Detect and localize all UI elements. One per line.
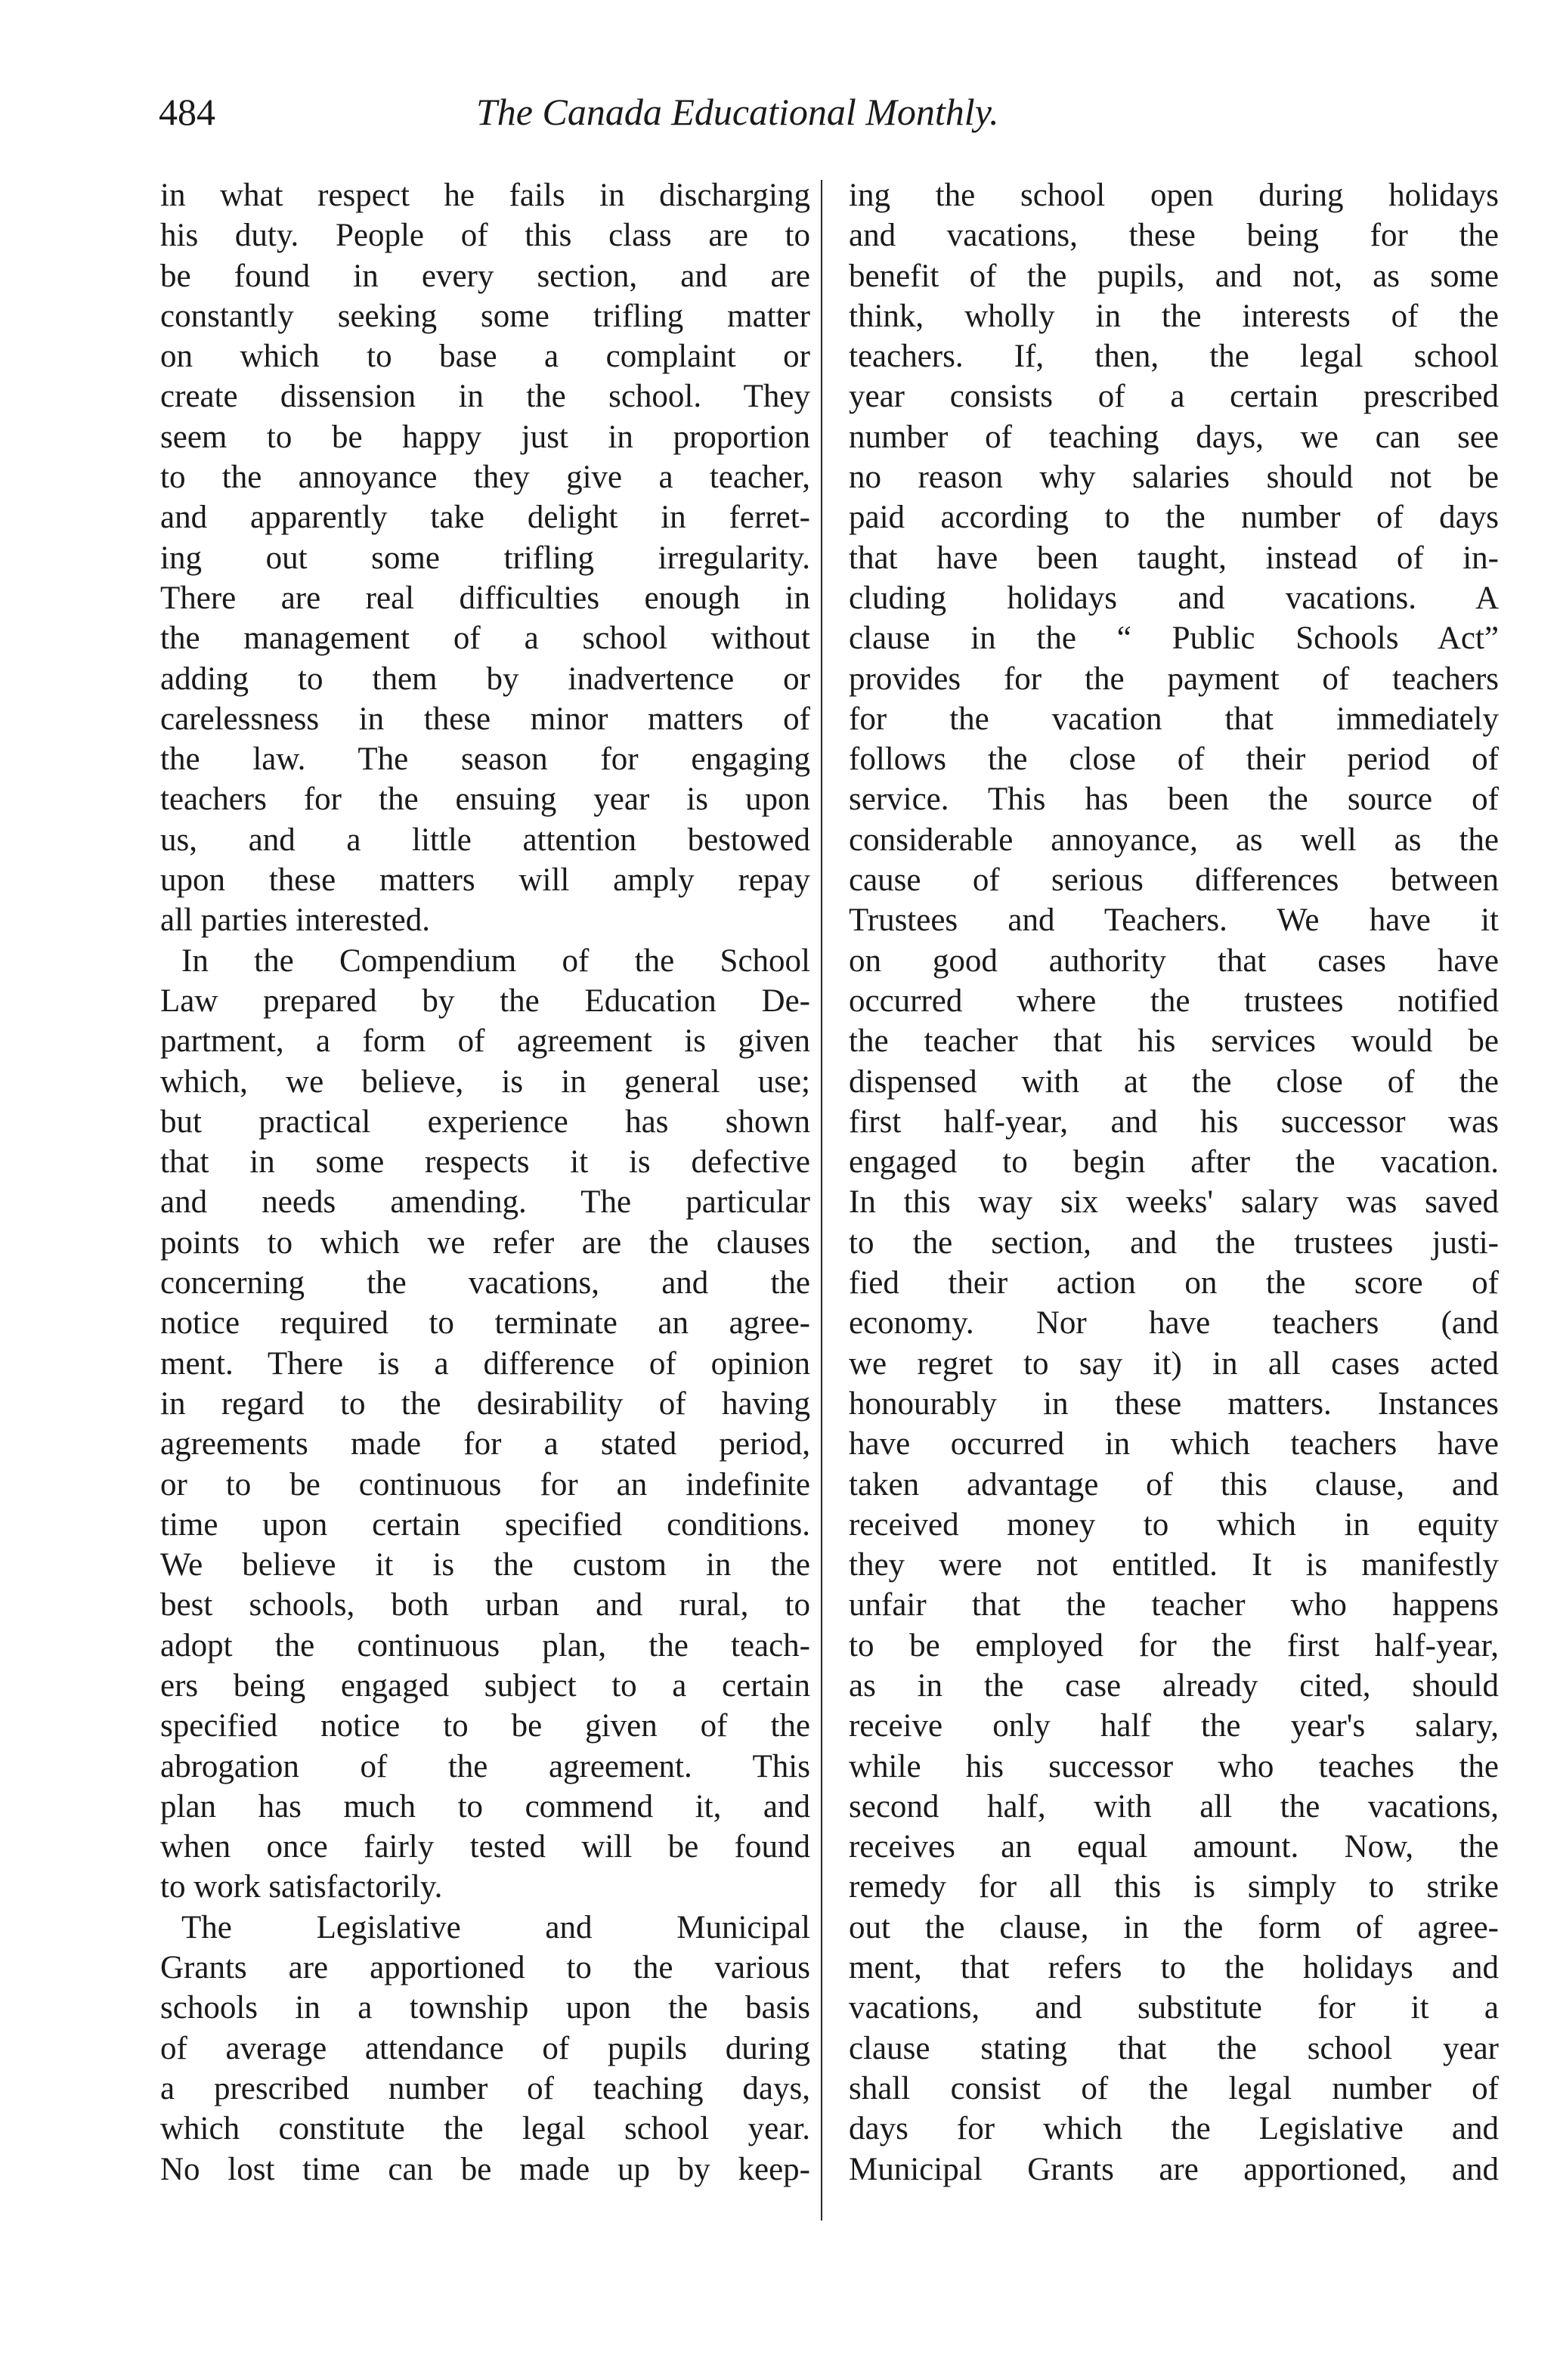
text-line: ment. There is a difference of opinion: [160, 1345, 810, 1382]
left-column: [160, 175, 810, 2190]
text-line: concerning the vacations, and the: [160, 1265, 810, 1301]
text-line: think, wholly in the interests of the: [849, 298, 1499, 334]
text-line: year consists of a certain prescribed: [849, 379, 1499, 415]
text-line: that in some respects it is defective: [160, 1144, 810, 1181]
text-line: all parties interested.: [160, 902, 430, 939]
text-line: engaged to begin after the vacation.: [849, 1144, 1499, 1181]
text-line: agreements made for a stated period,: [160, 1426, 810, 1462]
right-column: [849, 175, 1499, 2190]
text-line: dispensed with at the close of the: [849, 1063, 1499, 1100]
text-line: of average attendance of pupils during: [160, 2030, 810, 2066]
text-line: teachers for the ensuing year is upon: [160, 781, 810, 818]
text-line: schools in a township upon the basis: [160, 1990, 810, 2026]
text-line: clause stating that the school year: [849, 2030, 1499, 2066]
text-line: fied their action on the score of: [849, 1265, 1499, 1301]
text-line: service. This has been the source of: [849, 781, 1499, 818]
text-line: to the annoyance they give a teacher,: [160, 460, 810, 496]
text-line: clause in the “ Public Schools Act”: [849, 621, 1499, 657]
text-line: a prescribed number of teaching days,: [160, 2070, 810, 2106]
text-line: economy. Nor have teachers (and: [849, 1305, 1499, 1342]
text-line: Law prepared by the Education De-: [160, 983, 810, 1019]
text-line: have occurred in which teachers have: [849, 1426, 1499, 1462]
text-line: ing the school open during holidays: [849, 178, 1499, 213]
text-line: when once fairly tested will be found: [160, 1829, 810, 1865]
text-line: ment, that refers to the holidays and: [849, 1950, 1499, 1986]
text-line: plan has much to commend it, and: [160, 1788, 810, 1824]
text-line: In the Compendium of the School: [181, 942, 810, 979]
text-line: Grants are apportioned to the various: [160, 1950, 810, 1986]
text-line: carelessness in these minor matters of: [160, 701, 810, 737]
text-line: his duty. People of this class are to: [160, 218, 810, 254]
text-line: Trustees and Teachers. We have it: [849, 902, 1499, 939]
text-line: out the clause, in the form of agree-: [849, 1909, 1499, 1945]
text-line: the law. The season for engaging: [160, 741, 810, 778]
text-line: no reason why salaries should not be: [849, 460, 1499, 496]
text-line: in what respect he fails in discharging: [160, 178, 810, 213]
text-line: create dissension in the school. They: [160, 379, 810, 415]
text-line: to be employed for the first half-year,: [849, 1627, 1499, 1664]
text-line: but practical experience has shown: [160, 1103, 810, 1140]
text-line: honourably in these matters. Instances: [849, 1385, 1499, 1422]
text-line: in regard to the desirability of having: [160, 1385, 810, 1422]
text-line: upon these matters will amply repay: [160, 862, 810, 899]
running-header: [159, 89, 1156, 150]
text-line: considerable annoyance, as well as the: [849, 822, 1499, 858]
text-line: specified notice to be given of the: [160, 1708, 810, 1744]
text-line: second half, with all the vacations,: [849, 1788, 1499, 1824]
text-line: teachers. If, then, the legal school: [849, 339, 1499, 375]
text-line: seem to be happy just in proportion: [160, 419, 810, 455]
text-line: We believe it is the custom in the: [160, 1547, 810, 1583]
text-line: be found in every section, and are: [160, 258, 810, 294]
text-line: ers being engaged subject to a certain: [160, 1667, 810, 1704]
text-line: Municipal Grants are apportioned, and: [849, 2151, 1499, 2187]
text-line: The Legislative and Municipal: [181, 1909, 810, 1945]
text-line: points to which we refer are the clauses: [160, 1224, 810, 1261]
text-line: which constitute the legal school year.: [160, 2111, 810, 2147]
text-line: receive only half the year's salary,: [849, 1708, 1499, 1744]
text-line: taken advantage of this clause, and: [849, 1466, 1499, 1503]
text-line: cause of serious differences between: [849, 862, 1499, 899]
text-line: notice required to terminate an agree-: [160, 1305, 810, 1342]
column-divider: [821, 180, 822, 2221]
text-line: time upon certain specified conditions.: [160, 1506, 810, 1543]
text-line: for the vacation that immediately: [849, 701, 1499, 737]
text-line: benefit of the pupils, and not, as some: [849, 258, 1499, 294]
text-line: number of teaching days, we can see: [849, 419, 1499, 455]
text-line: on good authority that cases have: [849, 942, 1499, 979]
running-title: The Canada Educational Monthly.: [476, 91, 999, 133]
text-line: or to be continuous for an indefinite: [160, 1466, 810, 1503]
text-line: received money to which in equity: [849, 1506, 1499, 1543]
text-line: and apparently take delight in ferret-: [160, 500, 810, 536]
text-line: partment, a form of agreement is given: [160, 1023, 810, 1060]
text-line: the management of a school without: [160, 621, 810, 657]
page-number: 484: [159, 91, 215, 133]
text-line: paid according to the number of days: [849, 500, 1499, 536]
text-line: adopt the continuous plan, the teach-: [160, 1627, 810, 1664]
text-line: on which to base a complaint or: [160, 339, 810, 375]
text-line: to work satisfactorily.: [160, 1869, 443, 1905]
text-line: adding to them by inadvertence or: [160, 661, 810, 697]
text-line: and vacations, these being for the: [849, 218, 1499, 254]
text-line: cluding holidays and vacations. A: [849, 580, 1499, 616]
text-line: we regret to say it) in all cases acted: [849, 1345, 1499, 1382]
text-line: shall consist of the legal number of: [849, 2070, 1499, 2106]
text-line: constantly seeking some trifling matter: [160, 298, 810, 334]
text-line: to the section, and the trustees justi-: [849, 1224, 1499, 1261]
text-line: the teacher that his services would be: [849, 1023, 1499, 1060]
text-line: days for which the Legislative and: [849, 2111, 1499, 2147]
text-line: remedy for all this is simply to strike: [849, 1869, 1499, 1905]
text-line: while his successor who teaches the: [849, 1748, 1499, 1784]
text-line: There are real difficulties enough in: [160, 580, 810, 616]
text-line: provides for the payment of teachers: [849, 661, 1499, 697]
text-line: vacations, and substitute for it a: [849, 1990, 1499, 2026]
text-line: and needs amending. The particular: [160, 1184, 810, 1221]
text-line: they were not entitled. It is manifestly: [849, 1547, 1499, 1583]
text-line: No lost time can be made up by keep-: [160, 2151, 810, 2187]
text-line: us, and a little attention bestowed: [160, 822, 810, 858]
text-line: that have been taught, instead of in-: [849, 540, 1499, 576]
text-line: unfair that the teacher who happens: [849, 1587, 1499, 1623]
text-line: follows the close of their period of: [849, 741, 1499, 778]
text-line: best schools, both urban and rural, to: [160, 1587, 810, 1623]
text-line: occurred where the trustees notified: [849, 983, 1499, 1019]
text-line: which, we believe, is in general use;: [160, 1063, 810, 1100]
text-line: ing out some trifling irregularity.: [160, 540, 810, 576]
text-line: abrogation of the agreement. This: [160, 1748, 810, 1784]
text-line: receives an equal amount. Now, the: [849, 1829, 1499, 1865]
text-line: In this way six weeks' salary was saved: [849, 1184, 1499, 1221]
text-line: first half-year, and his successor was: [849, 1103, 1499, 1140]
text-line: as in the case already cited, should: [849, 1667, 1499, 1704]
